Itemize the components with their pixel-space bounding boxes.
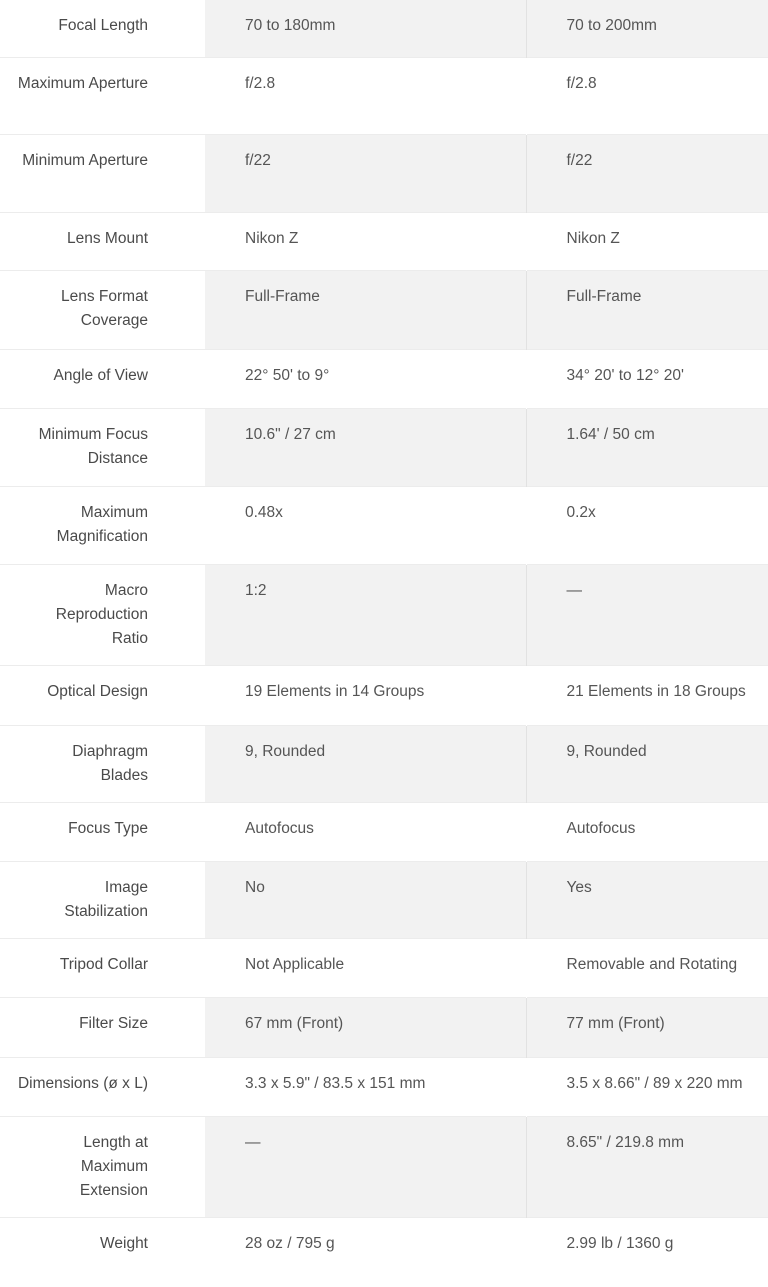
spec-value-lens-b: Autofocus	[526, 802, 768, 861]
spec-value-lens-b: 2.99 lb / 1360 g	[526, 1217, 768, 1275]
spec-value-lens-b: 70 to 200mm	[526, 0, 768, 57]
spec-value-lens-b: Removable and Rotating	[526, 938, 768, 997]
spec-value-lens-b: Yes	[526, 861, 768, 938]
spec-row-tripod-collar	[0, 938, 768, 997]
spec-label: Weight	[100, 1234, 148, 1252]
spec-value-lens-a: Autofocus	[205, 802, 526, 861]
spec-value-lens-a: Full-Frame	[205, 270, 526, 349]
spec-value-lens-a: 70 to 180mm	[205, 0, 526, 57]
spec-value-lens-b: Full-Frame	[526, 270, 768, 349]
spec-row-minimum-focus-distance	[0, 408, 768, 486]
spec-label: Minimum Aperture	[22, 151, 148, 169]
spec-row-maximum-aperture	[0, 57, 768, 134]
spec-value-lens-a: 10.6" / 27 cm	[205, 408, 526, 486]
spec-value-lens-a: Nikon Z	[205, 212, 526, 270]
spec-label: Image Stabilization	[64, 878, 148, 920]
spec-value-lens-b: 0.2x	[526, 486, 768, 564]
spec-value-lens-b: 8.65" / 219.8 mm	[526, 1116, 768, 1217]
spec-label: Angle of View	[53, 366, 148, 384]
spec-row-macro-reproduction-ratio	[0, 564, 768, 665]
spec-row-maximum-magnification	[0, 486, 768, 564]
spec-value-lens-a: 1:2	[205, 564, 526, 665]
spec-row-focus-type	[0, 802, 768, 861]
spec-row-diaphragm-blades	[0, 725, 768, 802]
spec-value-lens-a: 19 Elements in 14 Groups	[205, 665, 526, 725]
spec-label: Focal Length	[58, 17, 148, 34]
spec-value-lens-b: 3.5 x 8.66" / 89 x 220 mm	[526, 1057, 768, 1116]
spec-value-lens-a: No	[205, 861, 526, 938]
spec-label: Length at Maximum Extension	[79, 1133, 148, 1199]
spec-row-weight	[0, 1217, 768, 1275]
spec-label: Diaphragm Blades	[72, 742, 148, 784]
spec-row-lens-format-coverage	[0, 270, 768, 349]
spec-label: Lens Mount	[67, 229, 148, 247]
spec-value-lens-a: —	[205, 1116, 526, 1217]
spec-value-lens-a: 9, Rounded	[205, 725, 526, 802]
spec-label: Macro Reproduction Ratio	[55, 581, 148, 647]
spec-label: Filter Size	[79, 1014, 148, 1032]
spec-value-lens-b: 9, Rounded	[526, 725, 768, 802]
spec-label: Maximum Aperture	[17, 74, 148, 92]
spec-value-lens-b: 1.64' / 50 cm	[526, 408, 768, 486]
spec-row-dimensions	[0, 1057, 768, 1116]
spec-value-lens-b: —	[526, 564, 768, 665]
spec-label: Dimensions (ø x L)	[17, 1074, 148, 1092]
spec-row-focal-length	[0, 0, 768, 57]
spec-row-minimum-aperture	[0, 134, 768, 212]
spec-value-lens-b: f/2.8	[526, 57, 768, 134]
spec-value-lens-a: 3.3 x 5.9" / 83.5 x 151 mm	[205, 1057, 526, 1116]
spec-value-lens-a: f/2.8	[205, 57, 526, 134]
spec-label: Focus Type	[68, 819, 148, 837]
spec-value-lens-a: 67 mm (Front)	[205, 997, 526, 1057]
spec-value-lens-a: 28 oz / 795 g	[205, 1217, 526, 1275]
spec-label: Minimum Focus Distance	[38, 425, 148, 467]
spec-label: Tripod Collar	[59, 955, 148, 973]
spec-row-angle-of-view	[0, 349, 768, 408]
spec-label: Lens Format Coverage	[60, 287, 148, 329]
spec-label: Maximum Magnification	[56, 503, 148, 545]
spec-row-filter-size	[0, 997, 768, 1057]
spec-value-lens-b: 77 mm (Front)	[526, 997, 768, 1057]
spec-value-lens-b: Nikon Z	[526, 212, 768, 270]
spec-label: Optical Design	[47, 682, 148, 700]
spec-value-lens-b: f/22	[526, 134, 768, 212]
spec-value-lens-a: Not Applicable	[205, 938, 526, 997]
spec-value-lens-a: 0.48x	[205, 486, 526, 564]
spec-value-lens-b: 34° 20' to 12° 20'	[526, 349, 768, 408]
spec-value-lens-a: f/22	[205, 134, 526, 212]
spec-row-optical-design	[0, 665, 768, 725]
spec-row-lens-mount	[0, 212, 768, 270]
spec-row-length-at-maximum-extension	[0, 1116, 768, 1217]
spec-value-lens-b: 21 Elements in 18 Groups	[526, 665, 768, 725]
spec-row-image-stabilization	[0, 861, 768, 938]
spec-value-lens-a: 22° 50' to 9°	[205, 349, 526, 408]
